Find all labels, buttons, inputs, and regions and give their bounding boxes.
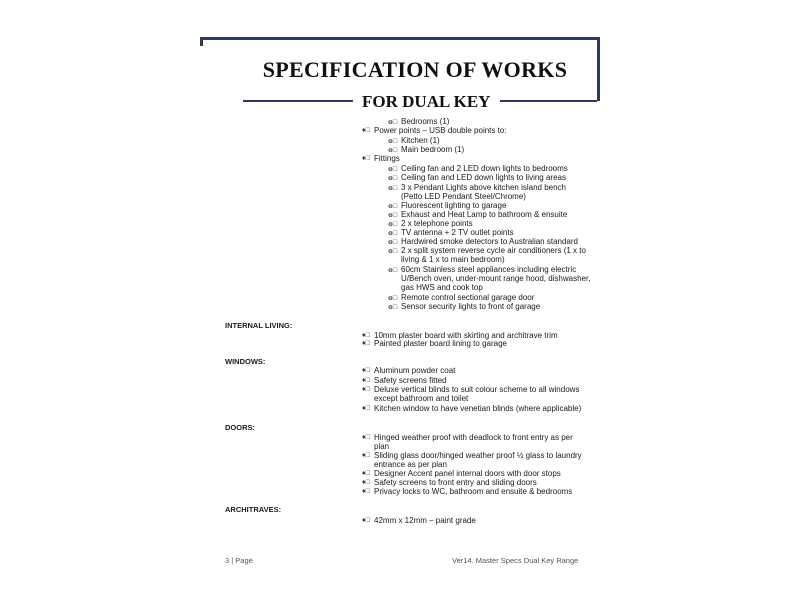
list-item: Safety screens fitted <box>374 376 447 385</box>
sub-bullet-icon: ꝋ□ <box>388 221 398 228</box>
sub-bullet-icon: ꝋ□ <box>388 295 398 302</box>
bullet-icon: ♦□ <box>362 127 370 134</box>
header-frame-left <box>200 37 203 46</box>
subtitle-rule-left <box>243 100 353 102</box>
sub-bullet-icon: ꝋ□ <box>388 304 398 311</box>
bullet-icon: ♦□ <box>362 452 370 459</box>
list-item: Safety screens to front entry and sliding doors <box>374 478 537 487</box>
header-frame-top <box>200 37 600 40</box>
list-item: Ceiling fan and 2 LED down lights to bedrooms <box>401 164 568 173</box>
list-item: Painted plaster board lining to garage <box>374 339 507 348</box>
subtitle-rule-right <box>500 100 597 102</box>
list-item: Sliding glass door/hinged weather proof ½ glass to laundry <box>374 451 582 460</box>
list-item: Fittings <box>374 154 400 163</box>
page-title: SPECIFICATION OF WORKS <box>262 57 568 82</box>
document-version: Ver14. Master Specs Dual Key Range <box>452 556 579 565</box>
bullet-icon: ♦□ <box>362 367 370 374</box>
list-item: Main bedroom (1) <box>401 145 465 154</box>
section-heading-windows: WINDOWS: <box>225 357 266 366</box>
bullet-icon: ♦□ <box>362 386 370 393</box>
sub-bullet-icon: ꝋ□ <box>388 203 398 210</box>
list-item-continued: living & 1 x to main bedroom) <box>401 255 505 264</box>
sub-bullet-icon: ꝋ□ <box>388 185 398 192</box>
list-item: Hinged weather proof with deadlock to front entry as per <box>374 433 573 442</box>
page-subtitle: FOR DUAL KEY <box>362 92 491 111</box>
list-item: 42mm x 12mm – paint grade <box>374 516 476 525</box>
list-item: Exhaust and Heat Lamp to bathroom & ensuite <box>401 210 568 219</box>
list-item-continued: (Petto LED Pendant Steel/Chrome) <box>401 192 526 201</box>
list-item: Privacy locks to WC, bathroom and ensuite & bedrooms <box>374 487 573 496</box>
sub-bullet-icon: ꝋ□ <box>388 166 398 173</box>
list-item-continued: gas HWS and cook top <box>401 283 483 292</box>
list-item: TV antenna + 2 TV outlet points <box>401 228 514 237</box>
sub-bullet-icon: ꝋ□ <box>388 230 398 237</box>
bullet-icon: ♦□ <box>362 377 370 384</box>
section-heading-architraves: ARCHITRAVES: <box>225 505 282 514</box>
bullet-icon: ♦□ <box>362 405 370 412</box>
list-item: Fluorescent lighting to garage <box>401 201 507 210</box>
section-heading-doors: DOORS: <box>225 423 255 432</box>
list-item: Kitchen window to have venetian blinds (where applicable) <box>374 404 582 413</box>
list-item: Sensor security lights to front of garage <box>401 302 541 311</box>
list-item-continued: except bathroom and toilet <box>374 394 469 403</box>
sub-bullet-icon: ꝋ□ <box>388 267 398 274</box>
list-item: Power points – USB double points to: <box>374 126 507 135</box>
sub-bullet-icon: ꝋ□ <box>388 212 398 219</box>
list-item: Ceiling fan and LED down lights to living areas <box>401 173 566 182</box>
list-item-continued: plan <box>374 442 390 451</box>
list-item-continued: U/Bench oven, under-mount range hood, dishwasher, <box>401 274 591 283</box>
bullet-icon: ♦□ <box>362 332 370 339</box>
bullet-icon: ♦□ <box>362 488 370 495</box>
list-item: 3 x Pendant Lights above kitchen island bench <box>401 183 567 192</box>
sub-bullet-icon: ꝋ□ <box>388 248 398 255</box>
list-item-continued: entrance as per plan <box>374 460 447 469</box>
list-item: Designer Accent panel internal doors with door stops <box>374 469 561 478</box>
list-item: Bedrooms (1) <box>401 117 450 126</box>
list-item: 2 x split system reverse cycle air conditioners (1 x to <box>401 246 586 255</box>
list-item: Hardwired smoke detectors to Australian standard <box>401 237 578 246</box>
list-item: 10mm plaster board with skirting and architrave trim <box>374 331 558 340</box>
sub-bullet-icon: ꝋ□ <box>388 147 398 154</box>
list-item: 2 x telephone points <box>401 219 473 228</box>
sub-bullet-icon: ꝋ□ <box>388 239 398 246</box>
sub-bullet-icon: ꝋ□ <box>388 138 398 145</box>
sub-bullet-icon: ꝋ□ <box>388 175 398 182</box>
list-item: Deluxe vertical blinds to suit colour scheme to all windows <box>374 385 580 394</box>
sub-bullet-icon: ꝋ□ <box>388 119 398 126</box>
bullet-icon: ♦□ <box>362 340 370 347</box>
page-number: 3 | Page <box>225 556 253 565</box>
bullet-icon: ♦□ <box>362 517 370 524</box>
list-item: Kitchen (1) <box>401 136 440 145</box>
bullet-icon: ♦□ <box>362 155 370 162</box>
list-item: 60cm Stainless steel appliances including electric <box>401 265 577 274</box>
list-item: Aluminum powder coat <box>374 366 456 375</box>
section-heading-internal-living: INTERNAL LIVING: <box>225 321 293 330</box>
list-item: Remote control sectional garage door <box>401 293 535 302</box>
bullet-icon: ♦□ <box>362 470 370 477</box>
bullet-icon: ♦□ <box>362 434 370 441</box>
bullet-icon: ♦□ <box>362 479 370 486</box>
